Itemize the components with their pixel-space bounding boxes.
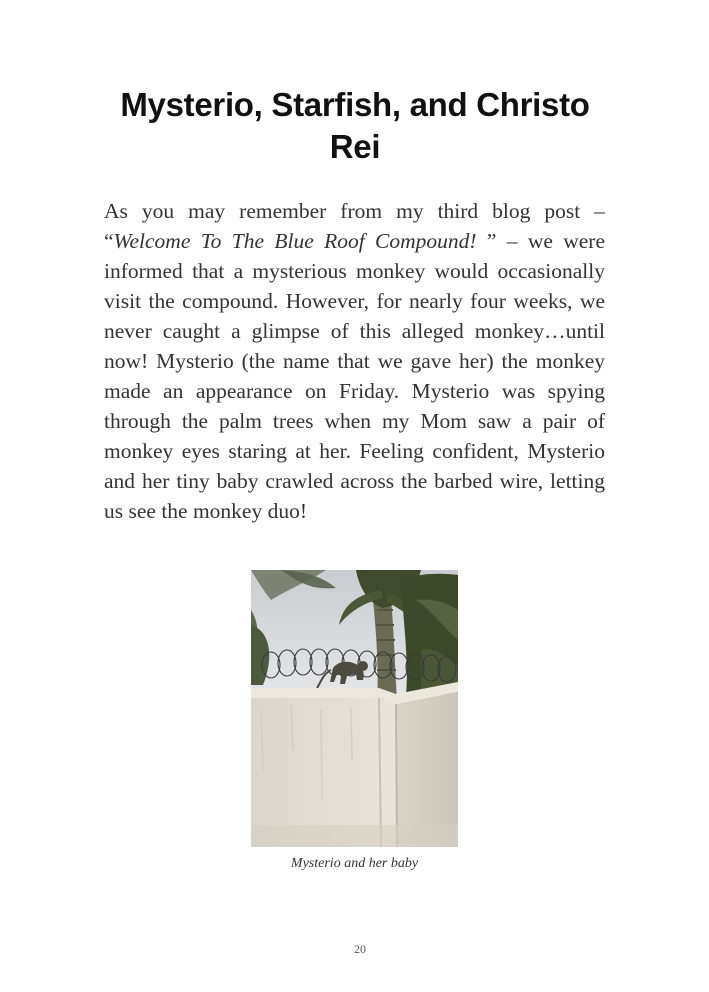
page-title: Mysterio, Starfish, and Christo Rei bbox=[120, 86, 590, 165]
paragraph-main-text: ” – we were informed that a mysterious monkey would occasionally visit the compound. However, for nearly four weeks, we never caught a glimpse of this alleged monkey…until now! Mysterio (the name that we gave her) the monkey made an appearance on Friday. Mysterio was spying through the palm trees when my Mom saw a pair of monkey eyes staring at her. Feeling confident, Mysterio and her tiny baby crawled across the barbed wire, letting us see the monkey duo! bbox=[104, 229, 605, 523]
blog-post-title: Welcome To The Blue Roof Compound! bbox=[113, 229, 477, 253]
monkey-photo bbox=[251, 570, 458, 847]
page-number: 20 bbox=[354, 942, 366, 956]
figure-caption: Mysterio and her baby bbox=[290, 856, 419, 871]
body-paragraph bbox=[104, 196, 605, 526]
paragraph-intro-text: As you may remember from my third blog post – “ bbox=[104, 199, 605, 253]
